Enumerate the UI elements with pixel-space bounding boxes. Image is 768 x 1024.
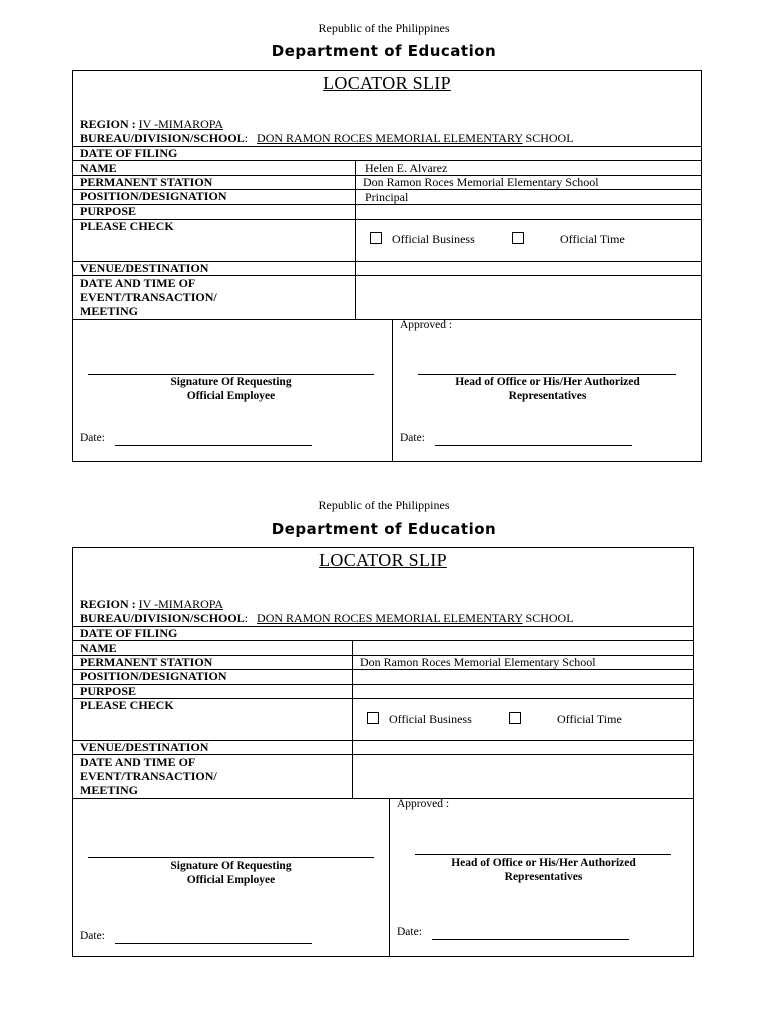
bureau-label: BUREAU/DIVISION/SCHOOL [80,611,245,625]
slip-form-box [72,547,694,957]
official-business-label: Official Business [392,232,475,246]
requesting-date-line[interactable] [115,943,312,944]
official-business-checkbox[interactable] [367,712,379,724]
name-field[interactable]: Helen E. Alvarez [365,161,448,175]
requesting-signature-line[interactable] [88,857,374,858]
date-time-label-1: DATE AND TIME OF [80,755,196,769]
region-line [80,117,223,132]
locator-slip-2 [0,478,768,958]
date-time-label-3: MEETING [80,304,139,318]
slip-title: LOCATOR SLIP [319,550,447,570]
approved-label: Approved : [397,798,450,810]
requesting-date-label: Date: [80,432,105,444]
official-time-checkbox[interactable] [512,232,524,244]
name-label: NAME [80,161,117,175]
requesting-signature-caption: Signature Of Requesting Official Employee [170,860,292,886]
slip-title: LOCATOR SLIP [323,73,451,93]
requesting-date-label: Date: [80,930,105,942]
date-time-label-2: EVENT/TRANSACTION/ [80,290,217,304]
region-line [80,597,223,612]
position-label: POSITION/DESIGNATION [80,189,227,203]
region-label: REGION : [80,597,136,611]
head-date-label: Date: [400,432,425,444]
head-signature-caption: Head of Office or His/Her Authorized Representatives [451,857,636,883]
head-signature-caption: Head of Office or His/Her Authorized Representatives [455,376,640,402]
bureau-colon: : [244,131,249,145]
school-name-underlined: DON RAMON ROCES MEMORIAL ELEMENTARY [257,611,523,625]
head-date-label: Date: [397,926,422,938]
date-of-filing-label: DATE OF FILING [80,626,178,640]
school-name-rest: SCHOOL [525,611,574,625]
school-name-rest: SCHOOL [525,131,574,145]
department-heading: Department of Education [271,42,497,60]
purpose-label: PURPOSE [80,684,137,698]
official-time-label: Official Time [557,712,622,726]
republic-heading: Republic of the Philippines [318,21,450,35]
official-time-checkbox[interactable] [509,712,521,724]
head-date-line[interactable] [432,939,629,940]
head-signature-line[interactable] [415,854,671,855]
date-time-label-1: DATE AND TIME OF [80,276,196,290]
position-field[interactable]: Principal [365,190,409,204]
slip-form-box [72,70,702,462]
region-value: IV -MIMAROPA [138,117,224,131]
bureau-label: BUREAU/DIVISION/SCHOOL [80,131,245,145]
requesting-date-line[interactable] [115,445,312,446]
department-heading: Department of Education [271,520,497,538]
venue-label: VENUE/DESTINATION [80,261,209,275]
name-label: NAME [80,641,117,655]
republic-heading: Republic of the Philippines [318,498,450,512]
position-label: POSITION/DESIGNATION [80,669,227,683]
bureau-line [80,611,574,626]
date-time-label-2: EVENT/TRANSACTION/ [80,769,217,783]
bureau-line [80,131,574,146]
head-date-line[interactable] [435,445,632,446]
permanent-station-label: PERMANENT STATION [80,175,213,189]
please-check-label: PLEASE CHECK [80,698,174,712]
please-check-label: PLEASE CHECK [80,219,174,233]
approved-label: Approved : [400,319,453,331]
permanent-station-label: PERMANENT STATION [80,655,213,669]
permanent-station-field[interactable]: Don Ramon Roces Memorial Elementary School [360,655,596,669]
school-name-underlined: DON RAMON ROCES MEMORIAL ELEMENTARY [257,131,523,145]
venue-label: VENUE/DESTINATION [80,740,209,754]
region-label: REGION : [80,117,136,131]
official-time-label: Official Time [560,232,625,246]
region-value: IV -MIMAROPA [138,597,224,611]
date-of-filing-label: DATE OF FILING [80,146,178,160]
official-business-label: Official Business [389,712,472,726]
requesting-signature-caption: Signature Of Requesting Official Employee [170,376,292,402]
official-business-checkbox[interactable] [370,232,382,244]
purpose-label: PURPOSE [80,204,137,218]
permanent-station-field[interactable]: Don Ramon Roces Memorial Elementary School [363,175,599,189]
date-time-label-3: MEETING [80,783,139,797]
locator-slip-1 [0,0,768,470]
bureau-colon: : [244,611,249,625]
